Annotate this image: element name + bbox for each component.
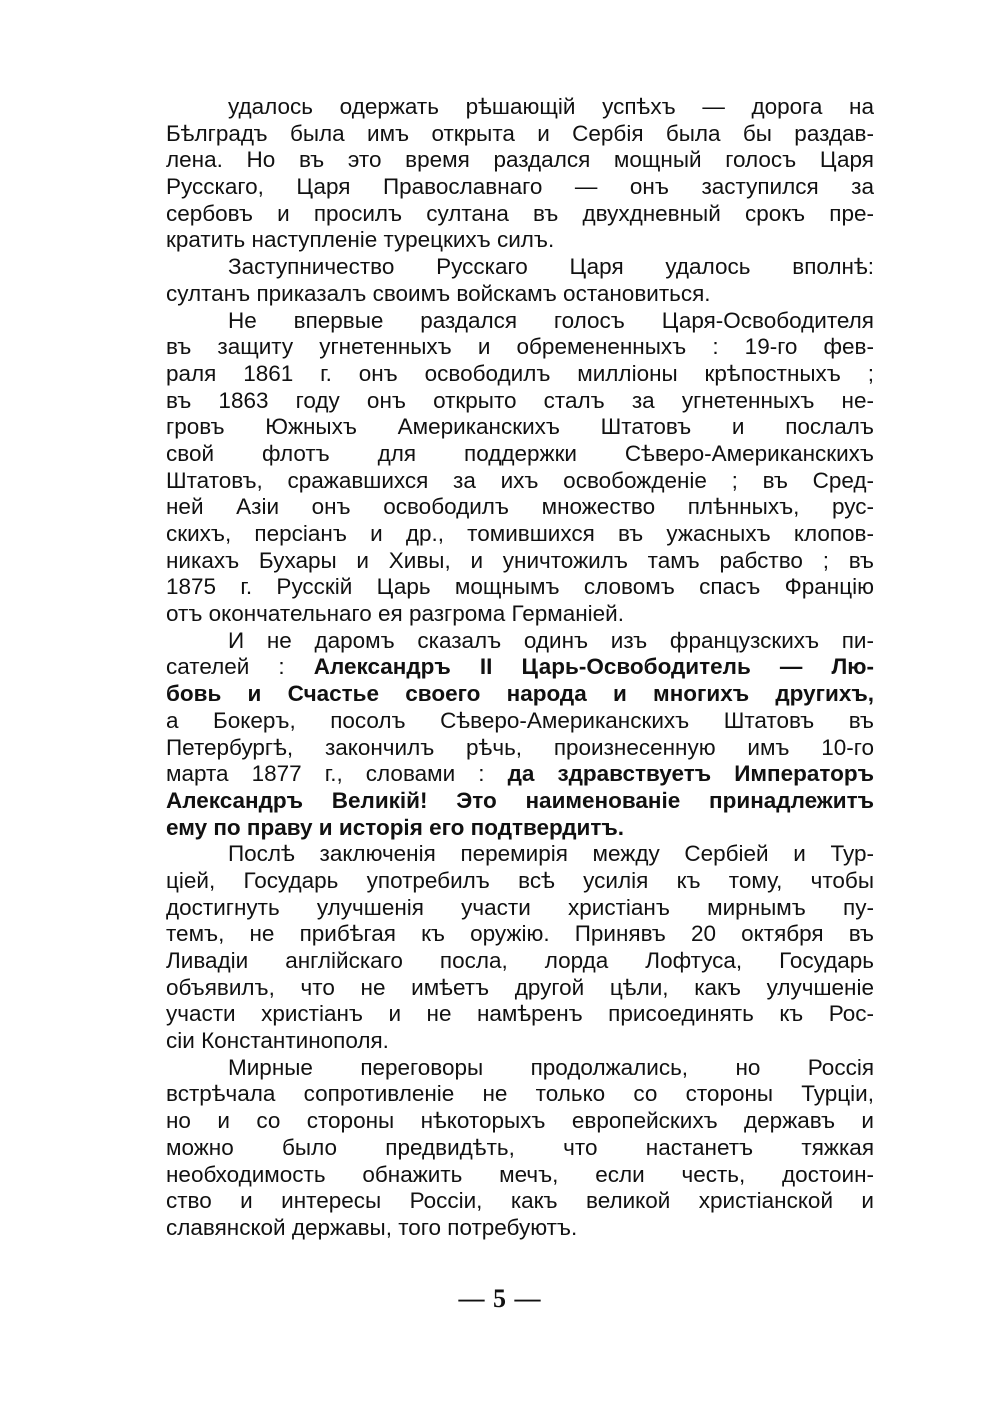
text-segment: Русскаго, Царя Православнаго — онъ заступился за [166,174,874,200]
paragraph [166,308,874,628]
paragraph [166,94,874,254]
text-line [166,334,874,361]
text-line [166,654,874,681]
text-segment: Заступничество Русскаго Царя удалось вполнѣ: [228,254,874,280]
text-line [166,574,874,601]
text-line [166,254,874,281]
text-segment: въ защиту угнетенныхъ и обремененныхъ : 19-го фев- [166,334,874,360]
text-line [166,921,874,948]
text-segment: кратить наступленіе турецкихъ силъ. [166,227,555,253]
text-line [166,1055,874,1082]
text-line [166,521,874,548]
text-segment: ней Азіи онъ освободилъ множество плѣнныхъ, рус- [166,494,874,520]
text-segment: удалось одержать рѣшающій успѣхъ — дорога на [228,94,874,119]
text-segment: участи христіанъ и не намѣренъ присоединять къ Рос- [166,1001,874,1027]
text-segment: можно было предвидѣть, что настанетъ тяжкая [166,1134,874,1160]
text-segment: гровъ Южныхъ Американскихъ Штатовъ и послалъ [166,414,874,440]
text-segment: объявилъ, что не имѣетъ другой цѣли, какъ улучшеніе [166,974,874,1000]
text-line [166,468,874,495]
bold-text-segment: ему по праву и исторія его подтвердитъ. [166,814,625,840]
text-line [166,227,874,254]
text-segment: скихъ, персіанъ и др., томившихся въ ужасныхъ клопов- [166,521,874,546]
text-segment: сербовъ и просилъ султана въ двухдневный срокъ пре- [166,200,874,226]
text-line [166,1081,874,1108]
text-line [166,1162,874,1189]
text-segment: Ливадіи англійскаго посла, лорда Лофтуса, Государь [166,948,874,973]
text-line [166,681,874,708]
page-body-text [166,94,874,1242]
text-segment: Петербургѣ, закончилъ рѣчь, произнесенную имъ 10-го [166,734,874,760]
text-segment: И не даромъ сказалъ одинъ изъ французскихъ пи- [228,627,874,653]
text-line [166,494,874,521]
text-segment: сіи Константинополя. [166,1028,389,1054]
paragraph [166,1055,874,1242]
text-segment: раля 1861 г. онъ освободилъ милліоны крѣпостныхъ ; [166,360,874,386]
text-segment: Послѣ заключенія перемирія между Сербіей и Тур- [228,841,874,867]
text-segment: Мирные переговоры продолжались, но Россія [228,1054,874,1080]
text-line [166,815,874,842]
text-line [166,441,874,468]
text-line [166,1135,874,1162]
text-segment: 1875 г. Русскій Царь мощнымъ словомъ спасъ Францію [166,574,874,600]
text-line [166,1028,874,1055]
paragraph [166,254,874,307]
text-line [166,708,874,735]
paragraph [166,628,874,842]
text-segment: но и со стороны нѣкоторыхъ европейскихъ державъ и [166,1108,874,1134]
text-segment: ціей, Государь употребилъ всѣ усилія къ тому, чтобы [166,867,874,893]
text-line [166,1215,874,1242]
text-segment: свой флотъ для поддержки Сѣверо-Американскихъ [166,440,874,466]
text-segment: въ 1863 году онъ открыто сталъ за угнетенныхъ не- [166,387,874,413]
text-line [166,948,874,975]
text-line [166,841,874,868]
text-segment: султанъ приказалъ своимъ войскамъ остановиться. [166,280,711,306]
text-line [166,147,874,174]
text-line [166,761,874,788]
text-segment: славянской державы, того потребуютъ. [166,1214,578,1240]
text-line [166,121,874,148]
text-line [166,975,874,1002]
text-segment: достигнуть улучшенія участи христіанъ мирнымъ пу- [166,894,874,920]
text-segment: никахъ Бухары и Хивы, и уничтожилъ тамъ рабство ; въ [166,547,874,573]
text-line [166,895,874,922]
text-line [166,548,874,575]
text-segment: встрѣчала сопротивленіе не только со стороны Турціи, [166,1081,874,1107]
text-line [166,414,874,441]
text-line [166,1188,874,1215]
bold-text-segment: да здравствуетъ Императоръ [507,761,874,787]
text-segment: необходимость обнажить мечъ, если честь, достоин- [166,1161,874,1187]
text-segment: марта 1877 г., словами : [166,761,508,787]
text-segment: отъ окончательнаго ея разгрома Германіей. [166,601,624,627]
text-line [166,1001,874,1028]
text-segment: ство и интересы Россіи, какъ великой христіанской и [166,1188,874,1214]
text-segment: лена. Но въ это время раздался мощный голосъ Царя [166,147,874,173]
text-line [166,788,874,815]
page-number: — 5 — [458,1284,542,1313]
text-segment: сателей : [166,654,314,680]
text-segment: темъ, не прибѣгая къ оружію. Принявъ 20 октября въ [166,921,874,947]
text-line [166,735,874,762]
bold-text-segment: бовь и Счастье своего народа и многихъ другихъ, [166,681,874,707]
paragraph [166,841,874,1055]
text-segment: Штатовъ, сражавшихся за ихъ освобожденіе ; въ Сред- [166,467,874,493]
bold-text-segment: Александръ II Царь-Освободитель — Лю- [313,654,874,680]
text-line [166,94,874,121]
text-line [166,1108,874,1135]
bold-text-segment: Александръ Великій! Это наименованіе принадлежитъ [166,787,874,813]
text-line [166,628,874,655]
text-segment: Бѣлградъ была имъ открыта и Сербія была бы раздав- [166,120,874,146]
text-segment: а Бокеръ, посолъ Сѣверо-Американскихъ Штатовъ въ [166,707,874,733]
text-segment: Не впервые раздался голосъ Царя-Освободителя [228,307,874,333]
text-line [166,201,874,228]
text-line [166,361,874,388]
text-line [166,868,874,895]
text-line [166,308,874,335]
text-line [166,281,874,308]
text-line [166,174,874,201]
text-line [166,388,874,415]
text-line [166,601,874,628]
